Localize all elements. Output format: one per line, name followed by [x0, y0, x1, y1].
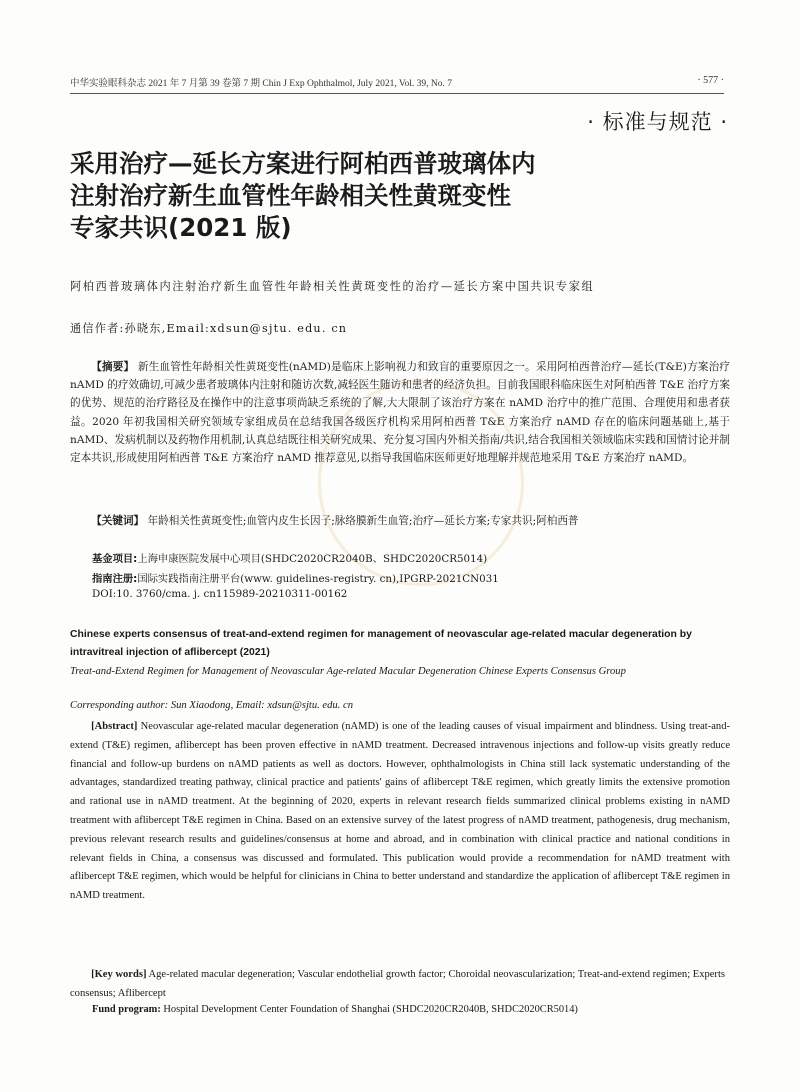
abstract-cn-text: 新生血管性年龄相关性黄斑变性(nAMD)是临床上影响视力和致盲的重要原因之一。采用阿柏西普治疗—延长(T&E)方案治疗 nAMD 的疗效确切,可减少患者玻璃体内注射和随访次数,减轻医生随访和患者的经济负担。目前我国眼科临床医生对阿柏西普 T&E 治疗方案的优势、规范的治疗路径及在操作中的注意事项尚缺乏系统的了解,大大限制了该治疗方案在 nAMD 治疗中的推广范围、合理使用和患者获益。2020 年初我国相关研究领域专家组成员在总结我国各级医疗机构采用阿柏西普 T&E 方案治疗 nAMD 存在的临床问题基础上,基于 nAMD、发病机制以及药物作用机制,认真总结既往相关研究成果、充分复习国内外相关指南/共识,结合我国相关领域临床实践和国情讨论并制定本共识,形成使用阿柏西普 T&E 方案治疗 nAMD 推荐意见,以指导我国临床医师更好地理解并规范地采用 T&E 方案治疗 nAMD。 [70, 361, 731, 465]
keywords-cn-text: 年龄相关性黄斑变性;血管内皮生长因子;脉络膜新生血管;治疗—延长方案;专家共识;阿柏西普 [147, 515, 579, 527]
guideline-label: 指南注册: [92, 573, 138, 585]
keywords-en [70, 965, 730, 1003]
english-title: Chinese experts consensus of treat-and-extend regimen for management of neovascular age-related macular degeneration by intravitreal injection of aflibercept (2021) [70, 629, 692, 658]
abstract-en-label: [Abstract] [91, 721, 138, 732]
abstract-en [70, 718, 730, 906]
guideline-registry [92, 570, 499, 585]
title-line-2: 注射治疗新生血管性年龄相关性黄斑变性 [70, 181, 511, 210]
guideline-text: 国际实践指南注册平台(www. guidelines-registry. cn),IPGRP-2021CN031 [137, 573, 499, 585]
fund-en-text: Hospital Development Center Foundation of Shanghai (SHDC2020CR2040B, SHDC2020CR5014) [163, 1004, 578, 1015]
abstract-en-text: Neovascular age-related macular degeneration (nAMD) is one of the leading causes of visual impairment and blindness. Using treat-and-extend (T&E) regimen, aflibercept has been proven effective in nAMD treatment. Decreased intravenous injections and follow-up visits greatly reduce financial and follow-up burdens on nAMD patients as well as doctors. However, ophthalmologists in China still lack systematic understanding of the advantages, standardized treating pathway, clinical practice and patients' gains of aflibercept T&E regimen, which greatly limits the extensive promotion and rational use in nAMD treatment. At the beginning of 2020, experts in relevant research fields summarized clinical problems existing in nAMD treatment with aflibercept T&E regimen in China. Based on an extensive survey of the latest progress of nAMD treatment, pathogenesis, drug mechanism, previous relevant research results and guidelines/consensus at home and abroad, and in combination with clinical practice and national conditions in relevant fields in China, a consensus was discussed and formulated. This publication would provide a recommendation for nAMD treatment with aflibercept T&E regimen, which would be helpful for clinicians in China to better understand and standardize the application of aflibercept T&E regimen in nAMD treatment. [70, 721, 730, 902]
fund-cn-label: 基金项目: [92, 553, 138, 565]
fund-en-label: Fund program: [92, 1004, 161, 1015]
abstract-cn [70, 358, 730, 467]
doi: DOI:10. 3760/cma. j. cn115989-20210311-00162 [92, 588, 348, 600]
running-header: 中华实验眼科杂志 2021 年 7 月第 39 卷第 7 期 Chin J Exp Ophthalmol, July 2021, Vol. 39, No. 7 [70, 79, 453, 89]
keywords-en-text: Age-related macular degeneration; Vascular endothelial growth factor; Choroidal neovascularization; Treat-and-extend regimen; Experts consensus; Aflibercept [70, 969, 725, 999]
keywords-cn [70, 512, 730, 530]
abstract-cn-label: 【摘要】 [91, 361, 135, 373]
author-group: 阿柏西普玻璃体内注射治疗新生血管性年龄相关性黄斑变性的治疗—延长方案中国共识专家组 [70, 280, 595, 293]
page-number: · 577 · [697, 75, 724, 86]
fund-cn-text: 上海申康医院发展中心项目(SHDC2020CR2040B、SHDC2020CR5014) [137, 553, 488, 565]
column-label: · 标准与规范 · [587, 110, 728, 134]
keywords-en-label: [Key words] [91, 969, 147, 980]
article-title [70, 148, 670, 244]
header-rule [70, 93, 724, 94]
fund-en [92, 1004, 578, 1015]
english-author-group: Treat-and-Extend Regimen for Management of Neovascular Age-related Macular Degeneration Chinese Experts Consensus Group [70, 666, 626, 677]
fund-cn [92, 550, 487, 565]
english-corresponding-author: Corresponding author: Sun Xiaodong, Email: xdsun@sjtu. edu. cn [70, 700, 354, 711]
title-line-1: 采用治疗—延长方案进行阿柏西普玻璃体内 [70, 149, 536, 178]
corresponding-author: 通信作者:孙晓东,Email:xdsun@sjtu. edu. cn [70, 322, 348, 335]
keywords-cn-label: 【关键词】 [91, 515, 145, 527]
title-line-3: 专家共识(2021 版) [70, 213, 292, 242]
